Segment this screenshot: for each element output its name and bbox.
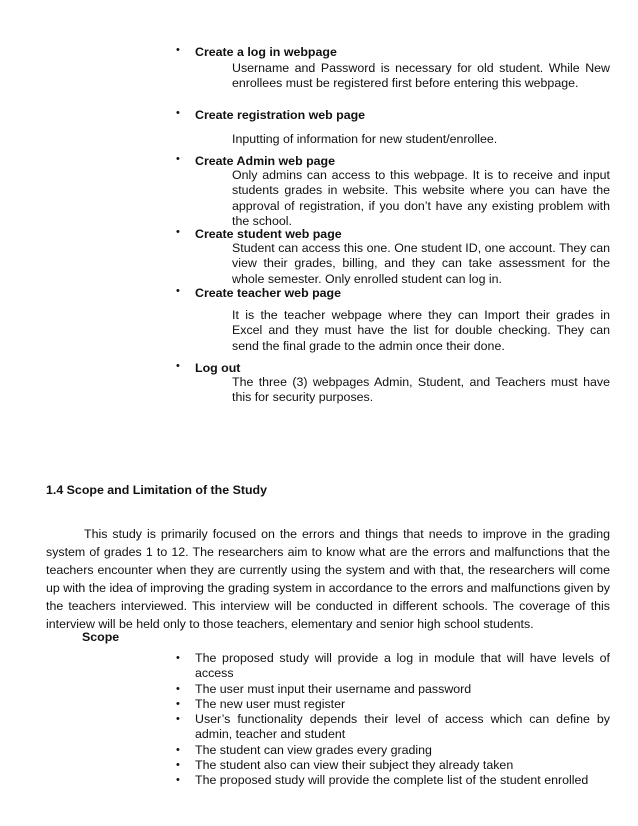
bullet: • <box>176 743 180 756</box>
bullet: • <box>176 759 180 772</box>
list-item-text: The proposed study will provide a log in module that will have levels of access <box>195 651 610 681</box>
list-item <box>176 682 610 697</box>
bullet: • <box>176 226 180 238</box>
list-item-text: The proposed study will provide the complete list of the student enrolled <box>195 773 589 788</box>
feature-description: Inputting of information for new student/enrollee. <box>232 132 498 146</box>
bullet: • <box>176 360 180 372</box>
bullet: • <box>176 697 180 710</box>
bullet: • <box>176 713 180 726</box>
feature-description: Student can access this one. One student ID, one account. They can view their grades, billing, and they can take assessment for the whole semester. Only enrolled student can log in. <box>232 241 610 286</box>
feature-description: The three (3) webpages Admin, Student, and Teachers must have this for security purposes. <box>232 375 610 405</box>
list-item <box>176 743 610 758</box>
feature-title: Create registration web page <box>195 108 366 122</box>
list-item <box>176 712 610 743</box>
bullet: • <box>176 682 180 695</box>
list-item-text: User’s functionality depends their level of access which can define by admin, teacher and student <box>195 712 610 742</box>
feature-description: Username and Password is necessary for old student. While New enrollees must be registered first before entering this webpage. <box>232 61 610 91</box>
list-item-text: The student can view grades every grading <box>195 742 432 757</box>
list-item-text: The student also can view their subject they already taken <box>195 758 514 773</box>
bullet: • <box>176 774 180 787</box>
scope-list <box>176 651 610 789</box>
list-item <box>176 651 610 682</box>
feature-title: Create Admin web page <box>195 154 335 168</box>
feature-title: Create a log in webpage <box>195 45 337 59</box>
feature-title: Log out <box>195 361 241 375</box>
feature-description: Only admins can access to this webpage. It is to receive and input students grades in website. This website where you can have the approval of registration, if you don’t have any existing problem with the school. <box>232 168 610 228</box>
feature-description: It is the teacher webpage where they can Import their grades in Excel and they must have the list for double checking. They can send the final grade to the admin once their done. <box>232 308 610 353</box>
feature-title: Create teacher web page <box>195 286 341 300</box>
list-item-text: The new user must register <box>195 696 346 711</box>
list-item <box>176 773 610 788</box>
scope-title: Scope <box>82 630 120 644</box>
section-heading: 1.4 Scope and Limitation of the Study <box>46 483 267 497</box>
list-item <box>176 697 610 712</box>
body-paragraph: This study is primarily focused on the errors and things that needs to improve in the grading system of grades 1 to 12. The researchers aim to know what are the errors and malfunctions that the teachers encounter when they are currently using the system and with that, the researchers will come up with the idea of improving the grading system in accordance to the errors and malfunctions given by the teachers interviewed. This interview will be conducted in different schools. The coverage of this interview will be held only to those teachers, elementary and senior high school students. <box>46 527 610 631</box>
feature-title: Create student web page <box>195 227 342 241</box>
bullet: • <box>176 652 180 664</box>
list-item <box>176 758 610 773</box>
list-item-text: The user must input their username and password <box>195 681 472 696</box>
bullet: • <box>176 44 180 56</box>
bullet: • <box>176 107 180 119</box>
bullet: • <box>176 153 180 165</box>
bullet: • <box>176 285 180 297</box>
